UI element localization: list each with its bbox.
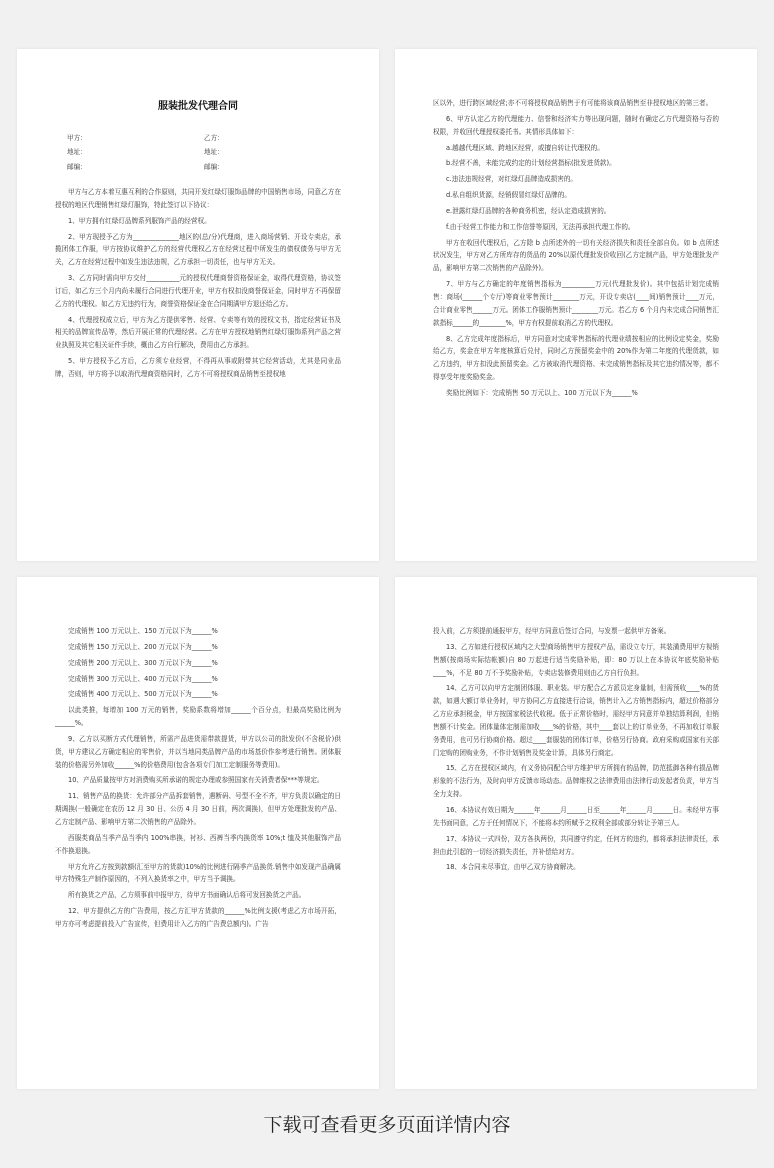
- paragraph: 18、本合同未尽事宜，由甲乙双方协商解决。: [446, 863, 580, 872]
- paragraph: 完成销售 200 万元以上、300 万元以下为______%: [68, 658, 218, 667]
- list-item: b.经营不善，未能完成约定的计划经营指标(批发进货款)。: [446, 159, 616, 168]
- party-a-address-label: 地址：: [67, 148, 87, 156]
- paragraph: 甲方在收回代理权后，乙方除 b 点所述外的一切有关经济损失和责任全部自负。如 b 点所述状况发生，甲方对乙方所库存的货品的 20%以原代理批发价收回(乙方定制产品，甲方处理批发产品，影响甲方第二次销售的产品除外)。: [433, 238, 719, 273]
- paragraph: 完成销售 300 万元以上、400 万元以下为______%: [68, 674, 218, 683]
- party-a-postcode-label: 邮编：: [67, 162, 87, 171]
- paragraph: 甲方允许乙方按到款额(汇至甲方的货款)10%的比例进行隔季产品换货.销售中如发现产品确属甲方特殊生产制作原因的，不列入换货率之中，甲方当予调换。: [55, 862, 341, 884]
- paragraph: 4、代理授权成立后，甲方为乙方提供零售、经营、专卖等有效的授权文书，指定经营证书及相关的品牌宣传品等，然后开展正常的代理经营。乙方在甲方授权地销售红绿灯服饰系列产品之营业执照及其它相关证件手续，概由乙方自行解决，费用由乙方承担。: [55, 315, 341, 350]
- paragraph: 14、乙方可以向甲方定制团体服、职业装。甲方配合乙方派员定身量制，但需预收____%的货款，如遇大额订单业务时，甲方协同乙方直接进行洽谈，销售计入乙方销售指标内，超过价格部分乙方应承担税金，甲方按国家税法代收税。低于正常价格时，需经甲方同意并单独结算利润，但销售额不计奖金。团体量体定制需加收____%的价格，其中____套以上的订单业务，不再加收订单服务费用，也可另行协商价格。超过____套服装的团体订单，价格另行协商。政府采购或国家有关部门定购的团购业务，不作计划销售及奖金计算，具体另行商定。: [433, 684, 719, 757]
- party-info: [55, 131, 341, 175]
- paragraph: 完成销售 400 万元以上、500 万元以下为______%: [68, 690, 218, 699]
- download-more-caption: 下载可查看更多页面详情内容: [263, 1114, 511, 1136]
- paragraph: 以此类推，每增加 100 万元的销售，奖励系数将增加______个百分点，但最高奖励比例为______%。: [55, 706, 341, 728]
- document-page-4: [395, 577, 757, 1089]
- party-a-label: 甲方：: [67, 133, 87, 142]
- page-3-content: [55, 625, 341, 934]
- paragraph: 甲方与乙方本着互惠互利的合作原则，共同开发红绿灯服饰品牌的中国销售市场，同意乙方在授权的地区代理销售红绿灯服饰，特此签订以下协议：: [55, 188, 341, 209]
- paragraph: 1、甲方拥有红绿灯品牌系列服饰产品的经营权。: [68, 216, 211, 225]
- page-2-content: [433, 97, 719, 403]
- list-item: e.泄露红绿灯品牌的各种商务机密，经认定造成损害的。: [446, 206, 611, 215]
- document-page-2: [395, 49, 757, 561]
- paragraph: 15、乙方在授权区域内，有义务协同配合甲方维护甲方所拥有的品牌，防范抵御各种有损品牌形象的不法行为，及时向甲方反馈市场动态。品牌维权之法律费用由法律行动发起者负责，甲方当全力支持。: [433, 764, 719, 799]
- paragraph: 12、甲方提供乙方的广告费用，按乙方汇甲方货款的______%比例支援(考虑乙方市场开拓，甲方亦可考虑提前投入广告宣传，但费用计入乙方的广告费总额内)。广告: [55, 907, 341, 928]
- party-b-postcode-label: 邮编：: [204, 162, 224, 171]
- document-page-1: [17, 49, 379, 561]
- list-item: f.由于经营工作能力和工作信誉等原因，无法再承担代理工作的。: [446, 222, 635, 231]
- paragraph: 8、乙方完成年度指标后，甲方同意对完成零售指标的代理业绩按相应的比例设定奖金，奖励给乙方，奖金在甲方年度核算后兑付，同时乙方预留奖金中的 20%作为第二年度的代理货款，如乙方违约，甲方扣没此预留奖金。乙方被取消代理资格、未完成销售指标及其它违约情况等，都不得享受年度奖励奖金。: [433, 334, 719, 382]
- paragraph: 6、甲方认定乙方的代理能力、信誉和经济实力等出现问题，随时有确定乙方代理资格与否的权限，并收回代理授权委托书。其情形具体如下：: [433, 114, 719, 136]
- paragraph: 10、产品质量按甲方对消费购买所承诺的规定办理或参照国家有关消费者保***等规定。: [68, 776, 324, 785]
- list-item: a.越越代理区域、跨地区经营，或擅自转让代理权的。: [446, 143, 604, 152]
- paragraph: 区以外，进行跨区域经营;亦不可将授权商品销售于有可能将该商品销售至非授权地区的第三者。: [433, 99, 713, 107]
- document-page-3: [17, 577, 379, 1089]
- party-b-address-label: 地址：: [204, 148, 224, 156]
- paragraph: 3、乙方同时需向甲方交付__________元的授权代理商誉资格保证金，取得代理资格，协议签订后，如乙方三个月内尚未履行合同进行代理开业，甲方有权扣没商誉保证金，同时甲方不再保留乙方的代理权。如乙方无违约行为，商誉资格保证金在合同期满甲方退还给乙方。: [55, 274, 341, 308]
- paragraph: 所有换货之产品，乙方须事前申报甲方，待甲方书面确认后将可发回换货之产品。: [68, 891, 306, 900]
- list-item: c.违法违规经营，对红绿灯品牌造成损害的。: [446, 175, 578, 184]
- paragraph: 奖励比例如下：完成销售 50 万元以上、100 万元以下为______%: [446, 388, 638, 397]
- paragraph: 11、销售产品的换货：允许部分产品拆套销售，遇断码、号型不全不齐，甲方负责以确定的日期调换(一般确定在农历 12 月 30 日、公历 4 月 30 日前，两次调换)，但甲方处理批发的产品、乙方定制产品、影响甲方第二次销售的产品除外。: [55, 792, 341, 826]
- paragraph: 完成销售 100 万元以上、150 万元以下为______%: [68, 627, 218, 635]
- page-4-content: [433, 625, 719, 877]
- paragraph: 完成销售 150 万元以上、200 万元以下为______%: [68, 642, 218, 651]
- page-1-content: [55, 97, 341, 384]
- party-b-label: 乙方：: [204, 133, 224, 142]
- paragraph: 13、乙方如进行授权区域内之大型商场销售甲方授权产品，需设立专厅，其装潢费用甲方视销售额(按商场实际结帐额)自 80 万起进行适当奖励补贴，即：80 万以上在本协议年底奖励补贴____%，不足 80 万不予奖励补贴，专卖店装修费用则由乙方自行负担。: [433, 642, 719, 677]
- paragraph: 17、本协议一式四份，双方各执两份，共同遵守约定，任何方的违约，都将承担法律责任，承担由此引起的一切经济损失责任，并补偿给对方。: [433, 834, 719, 856]
- contract-title: 服装批发代理合同: [158, 101, 238, 112]
- list-item: d.私自组织货源，经销假冒红绿灯品牌的。: [446, 191, 571, 200]
- paragraph: 7、甲方与乙方确定的年度销售指标为__________万元(代理批发价)。其中包括计划完成销售：商场(______个专厅)等商业零售预计________万元，开设专卖店(____间)销售预计____万元，合计商业零售______万元。团体工作服销售预计________万元。若乙方 6 个月内未完成合同销售汇款指标______的________%，甲方有权提前取消乙方的代理权。: [433, 280, 719, 327]
- paragraph: 9、乙方以买断方式代理销售，所需产品进货需带款提货，甲方以公司的批发价(不含税价)供货，甲方建议乙方确定相应的零售价，并以当地同类品牌产品的市场基价作参考进行销售。团体服装的价格需另外加收______%的价格费用(包含各项专门加工定制服务等费用)。: [55, 734, 341, 769]
- paragraph: 投入前，乙方须提前通报甲方，经甲方同意后签订合同，与发票一起供甲方备案。: [433, 627, 671, 635]
- paragraph: 16、本协议有效日期为______年______月______日至______年______月______日。未经甲方事先书面同意，乙方于任何情况下，不能将本约所赋予之权利全部或部分转让予第三人。: [433, 805, 719, 827]
- paragraph: 西服类商品当季产品当季内 100%串换，衬衫、西裤当季内换货率 10%;t 恤及其他服饰产品不作换退换。: [55, 833, 341, 855]
- paragraph: 2、甲方现授予乙方为______________地区的(总/分)代理商，进入商场营销、开设专卖店，承揽团体工作服，甲方按协议维护乙方的经营代理权乙方在经营过程中所发生的债权债务与甲方无关，乙方在经营过程中如发生违法违规，乙方承担一切责任，也与甲方无关。: [55, 232, 341, 267]
- paragraph: 5、甲方授权予乙方后，乙方须专业经营，不得再从事或附带其它经营活动，尤其是同业品牌，否则，甲方将予以取消代理商资格同时，乙方不可将授权商品销售至授权地: [55, 357, 341, 378]
